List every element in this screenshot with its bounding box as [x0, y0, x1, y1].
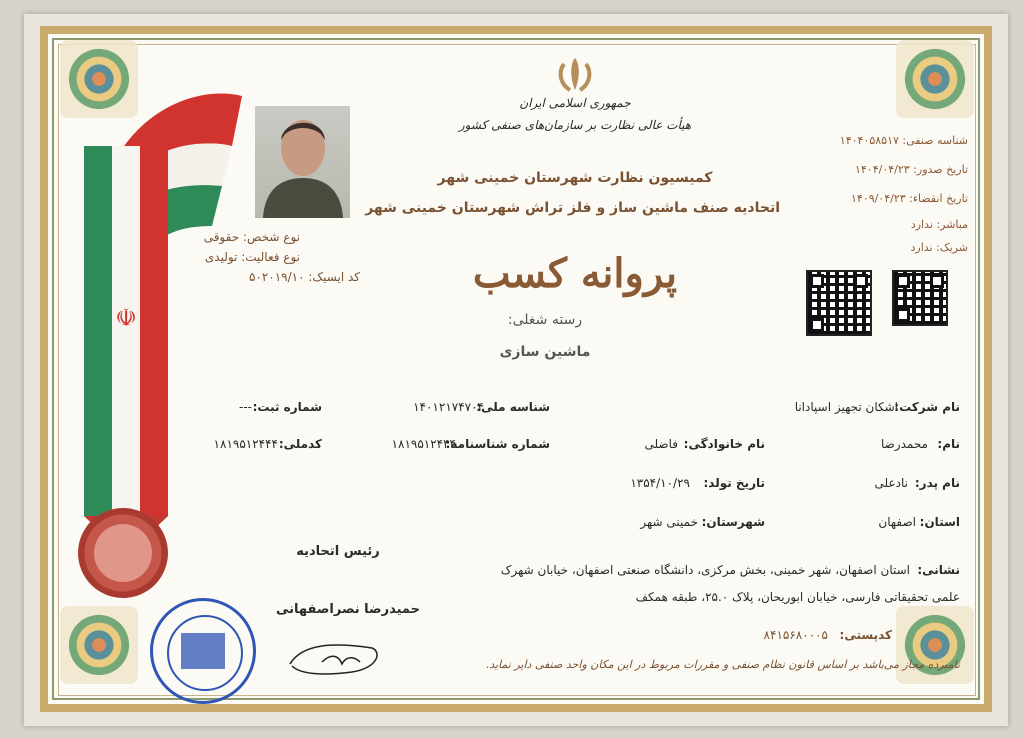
family-label: نام خانوادگی:	[683, 437, 765, 451]
meta-row	[828, 236, 968, 259]
city-value: خمینی شهر	[640, 515, 698, 529]
birth-label: تاریخ تولد:	[703, 476, 765, 490]
corner-ornament-top-right	[896, 40, 974, 118]
meta-label: شریک:	[936, 241, 968, 254]
license-meta	[828, 126, 968, 259]
province-value: اصفهان	[878, 515, 916, 529]
holder-photo	[255, 106, 350, 218]
city-label: شهرستان:	[701, 515, 765, 529]
meta-value: ندارد	[910, 241, 933, 254]
company-value: اشکان تجهیز اسپادانا	[794, 400, 898, 414]
id-no-value: ۱۸۱۹۵۱۲۴۴۴	[391, 437, 456, 451]
meta-row	[828, 126, 968, 155]
father-label: نام پدر:	[914, 476, 960, 490]
address-label: نشانی:	[917, 563, 960, 577]
qr-code	[806, 270, 872, 336]
reg-no-label: شماره ثبت:	[252, 400, 322, 414]
union-heading: اتحادیه صنف ماشین ساز و فلز تراش شهرستان خمینی شهر	[365, 200, 780, 216]
province-label: استان:	[919, 515, 960, 529]
meta-value: ۱۴۰۴۰۵۸۵۱۷	[839, 134, 899, 147]
emblem-icon: ☫	[115, 304, 137, 332]
republic-heading: جمهوری اسلامی ایران	[519, 96, 631, 110]
birth-value: ۱۳۵۴/۱۰/۲۹	[630, 476, 690, 490]
person-type: نوع شخص: حقوقی	[203, 230, 300, 244]
corner-ornament-bottom-left	[60, 606, 138, 684]
name-value: محمدرضا	[880, 437, 928, 451]
postal-value: ۸۴۱۵۶۸۰۰۰۵	[763, 628, 828, 642]
code-melli-label: کدملی:	[278, 437, 322, 451]
meta-row	[828, 213, 968, 236]
category-label: رسته شغلی:	[507, 312, 583, 328]
meta-row	[828, 155, 968, 184]
union-stamp	[150, 598, 256, 704]
id-no-label: شماره شناسنامه:	[445, 437, 550, 451]
postal-label: کدپستی:	[839, 628, 892, 642]
name-label: نام:	[937, 437, 960, 451]
category-value: ماشین سازی	[499, 344, 591, 360]
meta-value: ندارد	[910, 218, 933, 231]
footer-note: نامبرده مجاز می‌باشد بر اساس قانون نظام صنفی و مقررات مربوط در این مکان واحد صنفی دایر نماید.	[485, 658, 960, 671]
reg-no-value: ---	[239, 400, 252, 414]
meta-value: ۱۴۰۹/۰۴/۲۳	[850, 192, 906, 205]
meta-label: تاریخ صدور:	[913, 163, 968, 176]
meta-label: شناسه صنفی:	[902, 134, 968, 147]
emblem-icon	[550, 54, 600, 94]
corner-ornament-bottom-right	[896, 606, 974, 684]
board-heading: هیأت عالی نظارت بر سازمان‌های صنفی کشور	[458, 118, 692, 132]
meta-label: مباشر:	[936, 218, 968, 231]
code-melli-value: ۱۸۱۹۵۱۲۴۴۴	[213, 437, 278, 451]
meta-value: ۱۴۰۴/۰۴/۲۳	[854, 163, 910, 176]
signatory-name: حمیدرضا نصراصفهانی	[275, 602, 420, 617]
meta-label: تاریخ انقضاء:	[909, 192, 968, 205]
company-label: نام شرکت:	[894, 400, 960, 414]
address-line-2: علمی تحقیقاتی فارسی، خیابان ابوریحان، پلاک ۲۵.۰، طبقه همکف	[635, 590, 960, 604]
family-value: فاضلی	[644, 437, 678, 451]
meta-row	[828, 184, 968, 213]
address-line-1: استان اصفهان، شهر خمینی، بخش مرکزی، دانشگاه صنعتی اصفهان، خیابان شهرک	[500, 563, 910, 577]
signatory-role: رئیس اتحادیه	[296, 544, 380, 559]
national-id-value: ۱۴۰۱۲۱۷۴۷۰۴	[413, 400, 484, 414]
signature-scribble	[282, 624, 392, 684]
qr-code	[892, 270, 948, 326]
national-id-label: شناسه ملی:	[476, 400, 550, 414]
ministry-seal	[78, 508, 168, 598]
father-value: نادعلی	[874, 476, 908, 490]
activity-type: نوع فعالیت: تولیدی	[204, 250, 300, 264]
commission-heading: کمیسیون نظارت شهرستان خمینی شهر	[437, 170, 713, 186]
isic-code: کد ایسیک: ۵۰۲۰۱۹/۱۰	[248, 270, 360, 284]
page-title: پروانه کسب	[472, 250, 678, 297]
